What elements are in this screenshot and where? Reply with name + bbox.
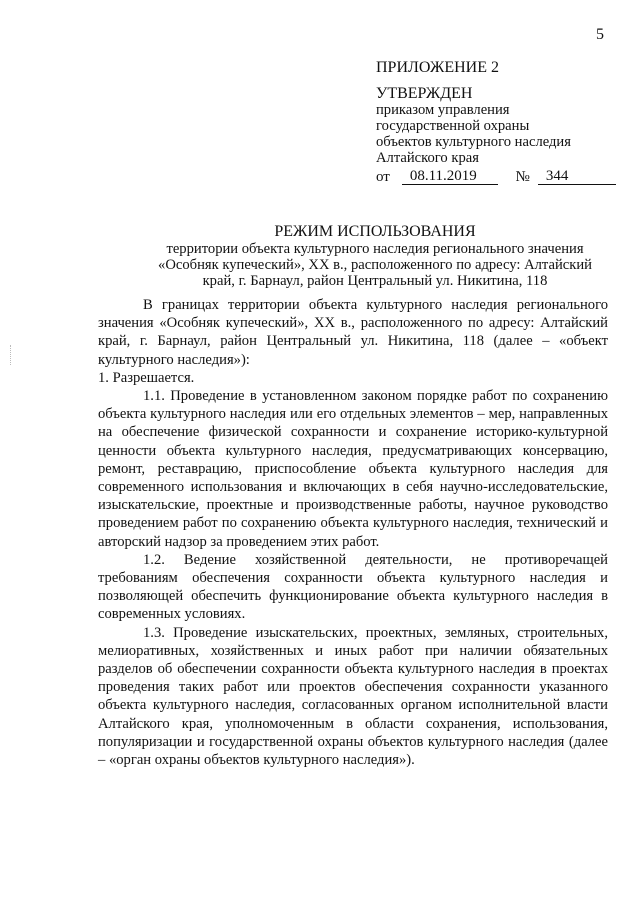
approval-block <box>376 60 616 185</box>
clause-1-2: 1.2. Ведение хозяйственной деятельности, не противоречащей требованиям обеспечения сохранности объекта культурного наследия и позволяющей обеспечить функционирование объекта культурного наследия в современных условиях. <box>98 551 608 623</box>
approval-line: приказом управления <box>376 102 510 118</box>
regime-subtitle-line: край, г. Барнаул, район Центральный ул. Никитина, 118 <box>202 273 548 289</box>
regime-subtitle-line: территории объекта культурного наследия регионального значения <box>166 241 584 257</box>
clause-1-3: 1.3. Проведение изыскательских, проектных, земляных, строительных, мелиоративных, хозяйственных и иных работ при наличии обязательных разделов об обеспечении сохранности объекта культурного наследия в проектах проведения таких работ или проектов обеспечения сохранности указанного объекта культурного наследия, согласованных органом исполнительной власти Алтайского края, уполномоченным в области сохранения, использования, популяризации и государственной охраны объектов культурного наследия (далее – «орган охраны объектов культурного наследия»). <box>98 624 608 769</box>
regime-title: РЕЖИМ ИСПОЛЬЗОВАНИЯ <box>274 223 476 240</box>
clause-1-1: 1.1. Проведение в установленном законом порядке работ по сохранению объекта культурного наследия или его отдельных элементов – мер, направленных на обеспечение физической сохранности и сохранение историко-культурной ценности объекта культурного наследия, предусматривающих консервацию, ремонт, реставрацию, приспособление объекта культурного наследия для современного использования и включающих в себя научно-исследовательские, изыскательские, проектные и производственные работы, научное руководство проведением работ по сохранению объекта культурного наследия, технический и авторский надзор за проведением этих работ. <box>98 388 608 550</box>
order-number: 344 <box>538 168 616 185</box>
regime-subtitle-line: «Особняк купеческий», XX в., расположенного по адресу: Алтайский <box>158 257 592 273</box>
regime-heading <box>140 224 610 289</box>
approval-line: Алтайского края <box>376 150 479 166</box>
page-number: 5 <box>596 26 604 43</box>
from-label: от <box>376 169 390 185</box>
number-label: № <box>515 169 530 185</box>
appendix-title: ПРИЛОЖЕНИЕ 2 <box>376 59 500 76</box>
section-title: 1. Разрешается. <box>98 369 195 386</box>
approval-line: государственной охраны <box>376 118 530 134</box>
order-line <box>376 168 616 185</box>
approved-title: УТВЕРЖДЕН <box>376 85 473 102</box>
approval-line: объектов культурного наследия <box>376 134 571 150</box>
order-date: 08.11.2019 <box>402 168 498 185</box>
document-body <box>98 296 608 769</box>
intro-paragraph: В границах территории объекта культурного наследия регионального значения «Особняк купеческий», XX в., расположенного по адресу: Алтайский край, г. Барнаул, район Центральный ул. Никитина, 118 (далее – «объект культурного наследия»): <box>98 297 608 368</box>
scan-margin-mark <box>10 345 12 365</box>
